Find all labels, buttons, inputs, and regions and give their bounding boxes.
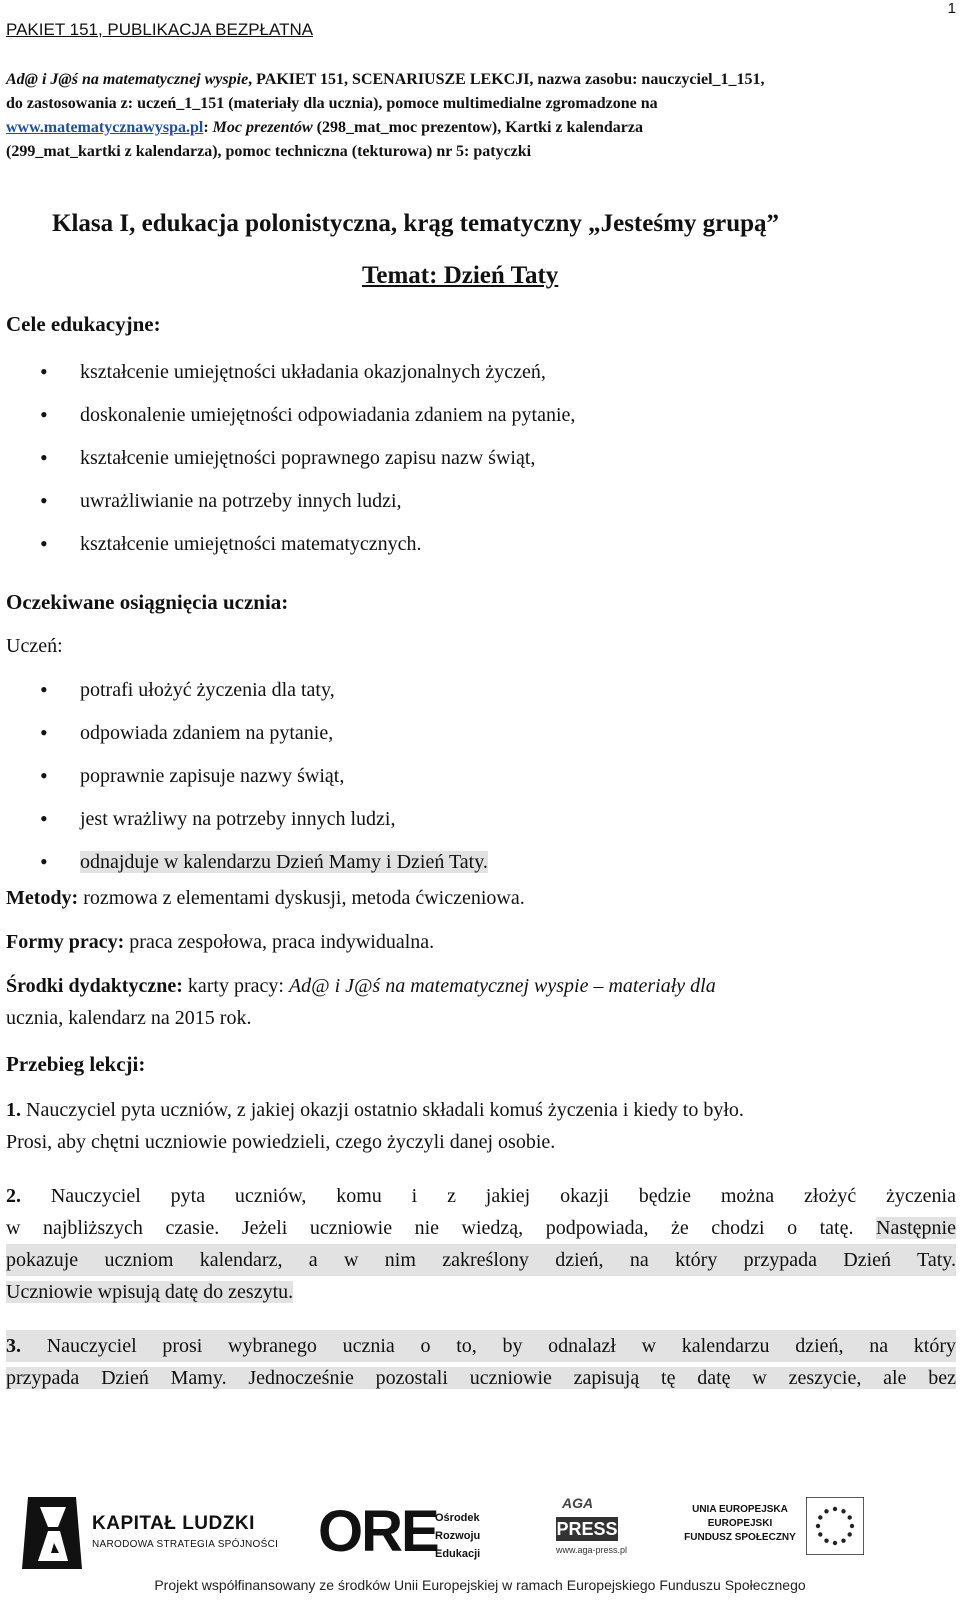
meta-line4: (299_mat_kartki z kalendarza), pomoc techniczna (tekturowa) nr 5: patyczki [6,143,532,160]
meta-line3: (298_mat_moc prezentow), Kartki z kalendarza [312,119,643,136]
resources-block [6,970,946,1034]
meta-colon: : [203,119,213,136]
procedure-heading: Przebieg lekcji: [6,1052,146,1076]
eu-flag-icon [806,1497,864,1555]
eu-text-line: FUNDUSZ SPOŁECZNY [684,1532,796,1543]
forms-label: Formy pracy: [6,931,125,953]
resources-line2: ucznia, kalendarz na 2015 rok. [6,1007,252,1029]
step-text: Prosi, aby chętni uczniowie powiedzieli, czego życzyli danej osobie. [6,1131,556,1153]
forms-text: praca zespołowa, praca indywidualna. [124,931,435,953]
step-number: 3. [6,1335,21,1357]
outcomes-subject: Uczeń: [6,635,63,657]
step-text: Nauczyciel pyta uczniów, komu i z jakiej okazji będzie można złożyć życzenia [21,1185,956,1207]
lesson-topic: Temat: Dzień Taty [362,262,559,289]
eu-text [676,1503,804,1545]
meta-line2: do zastosowania z: uczeń_1_151 (materiały dla ucznia), pomoce multimedialne zgromadzone na [6,95,658,112]
ore-name-line: Rozwoju [435,1530,481,1542]
goal-item: • uwrażliwianie na potrzeby innych ludzi, [40,485,575,528]
kapital-ludzki-logo-icon [18,1495,88,1571]
kapital-ludzki-title: KAPITAŁ LUDZKI [92,1513,255,1534]
step-text: Nauczyciel pyta uczniów, z jakiej okazji ostatnio składali komuś życzenia i kiedy to było. [21,1099,744,1121]
resources-italic: Ad@ i J@ś na matematycznej wyspie – materiały dla [288,975,716,997]
meta-series-title: Ad@ i J@ś na matematycznej wyspie [6,71,249,88]
outcome-item: • odpowiada zdaniem na pytanie, [40,717,488,760]
outcomes-heading: Oczekiwane osiągnięcia ucznia: [6,590,289,614]
methods-text: rozmowa z elementami dyskusji, metoda ćwiczeniowa. [78,887,525,909]
outcome-item: • poprawnie zapisuje nazwy świąt, [40,760,488,803]
meta-line1: , PAKIET 151, SCENARIUSZE LEKCJI, nazwa zasobu: nauczyciel_1_151, [248,71,765,88]
methods-line [6,882,525,914]
step-3 [6,1330,956,1394]
class-title: Klasa I, edukacja polonistyczna, krąg tematyczny „Jesteśmy grupą” [52,210,780,237]
forms-line [6,926,434,958]
resources-label: Środki dydaktyczne: [6,975,183,997]
page-number: 1 [947,0,956,17]
step-text-highlighted: pokazuje uczniom kalendarz, a w nim zakreślony dzień, na który przypada Dzień Taty. [6,1244,956,1276]
goal-item: • kształcenie umiejętności układania okazjonalnych życzeń, [40,356,575,399]
eu-text-line: EUROPEJSKI [707,1518,773,1529]
outcome-item: • jest wrażliwy na potrzeby innych ludzi, [40,803,488,846]
ore-name-line: Edukacji [435,1548,481,1560]
step-number: 2. [6,1185,21,1207]
ore-name-line: Ośrodek [435,1512,480,1524]
goal-item: • doskonalenie umiejętności odpowiadania zdaniem na pytanie, [40,399,575,442]
step-text: w najbliższych czasie. Jeżeli uczniowie nie wiedzą, podpowiada, że chodzi o tatę. [6,1217,877,1239]
step-text-highlighted: przypada Dzień Mamy. Jednocześnie pozostali uczniowie zapisują tę datę w zeszycie, ale bez [6,1367,956,1389]
funding-note: Projekt współfinansowany ze środków Unii Europejskiej w ramach Europejskiego Funduszu Społecznego [154,1577,806,1593]
outcome-item: • potrafi ułożyć życzenia dla taty, [40,674,488,717]
eu-text-line: UNIA EUROPEJSKA [692,1504,788,1515]
step-number: 1. [6,1099,21,1121]
step-2 [6,1180,956,1308]
aga-url: www.aga-press.pl [556,1545,628,1555]
goal-item: • kształcenie umiejętności poprawnego zapisu nazw świąt, [40,442,575,485]
step-text: Nauczyciel prosi wybranego ucznia o to, by odnalazł w kalendarzu dzień, na który [21,1335,956,1357]
kapital-ludzki-subtitle: NARODOWA STRATEGIA SPÓJNOŚCI [92,1539,279,1550]
step-1 [6,1094,956,1158]
aga-logo-text: AGA [562,1495,594,1511]
publication-header: PAKIET 151, PUBLIKACJA BEZPŁATNA [6,20,314,39]
meta-resource-title: Moc prezentów [212,119,313,136]
outcome-item-highlighted: odnajduje w kalendarzu Dzień Mamy i Dzień Taty. [80,851,488,873]
website-link[interactable]: www.matematycznawyspa.pl [6,119,204,136]
footer-logos [0,1495,960,1609]
goal-item: • kształcenie umiejętności matematycznych. [40,528,575,571]
resource-info [6,68,946,164]
methods-label: Metody: [6,887,79,909]
goals-list [40,356,575,571]
outcomes-list [40,674,488,889]
ore-name [435,1509,480,1563]
step-text-highlighted: Uczniowie wpisują datę do zeszytu. [6,1281,294,1303]
step-text-highlighted: Następnie [876,1217,956,1239]
goals-heading: Cele edukacyjne: [6,312,161,336]
aga-press-badge: PRESS [556,1519,618,1539]
resources-text: karty pracy: [182,975,289,997]
ore-logo: ORE [318,1499,438,1564]
